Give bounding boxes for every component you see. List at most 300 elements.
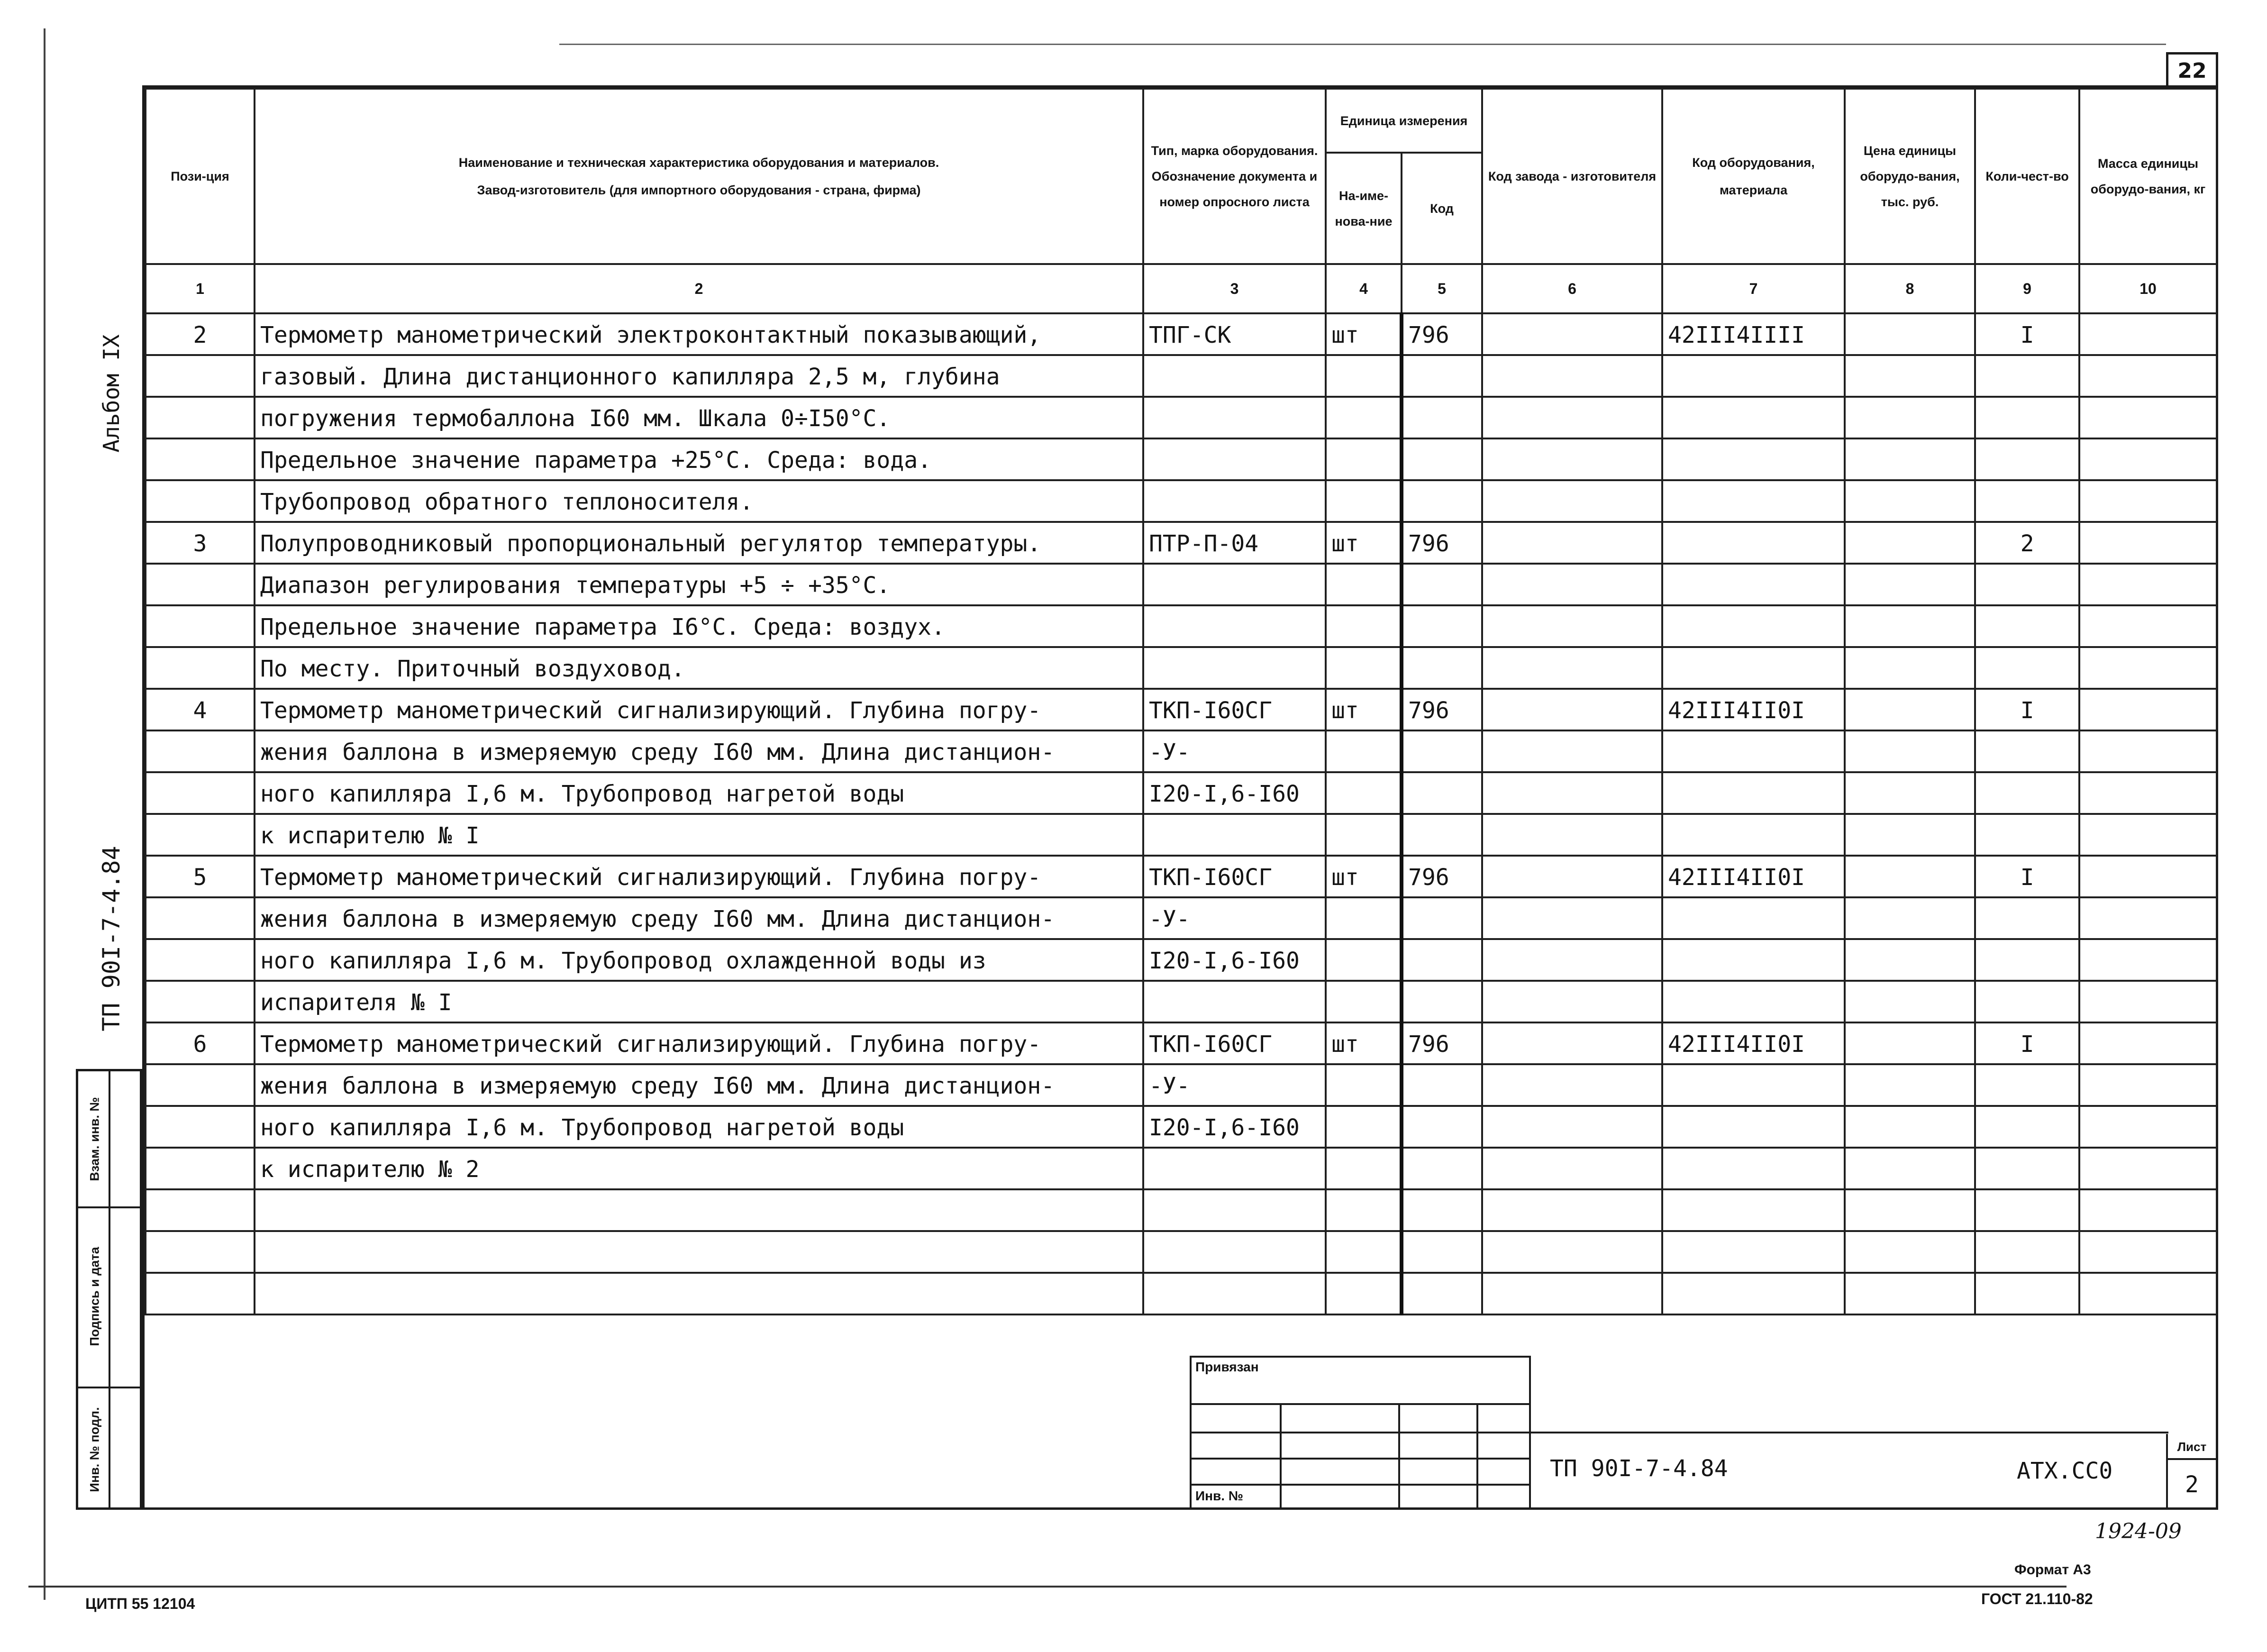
cell-mass <box>2079 1106 2217 1148</box>
cell-name: Полупроводниковый пропорциональный регулятор температуры. <box>255 522 1143 564</box>
header-price: Цена единицы оборудо-вания, тыс. руб. <box>1845 89 1975 264</box>
cell-name: испарителя № I <box>255 981 1143 1022</box>
cell-factory-code <box>1482 1148 1662 1189</box>
header-mass: Масса единицы оборудо-вания, кг <box>2079 89 2217 264</box>
cell-mass <box>2079 564 2217 605</box>
gost-label: ГОСТ 21.110-82 <box>1981 1590 2093 1607</box>
cell-unit-code <box>1402 1106 1482 1148</box>
cell-unit-name <box>1326 480 1402 522</box>
cell-type <box>1143 1148 1326 1189</box>
cell-quantity <box>1975 1148 2079 1189</box>
cell-equipment-code <box>1662 438 1845 480</box>
cell-factory-code <box>1482 355 1662 397</box>
cell-name: Трубопровод обратного теплоносителя. <box>255 480 1143 522</box>
cell-equipment-code: 42III4II0I <box>1662 1022 1845 1064</box>
cell-mass <box>2079 1273 2217 1314</box>
cell-position <box>146 480 255 522</box>
cell-mass <box>2079 1022 2217 1064</box>
cell-type: I20-I,6-I60 <box>1143 939 1326 981</box>
cell-equipment-code <box>1662 897 1845 939</box>
cell-mass <box>2079 689 2217 730</box>
cell-mass <box>2079 981 2217 1022</box>
cell-unit-code <box>1402 1064 1482 1106</box>
cell-unit-code <box>1402 605 1482 647</box>
cell-type: -У- <box>1143 897 1326 939</box>
sheet-label: Лист <box>2168 1434 2216 1460</box>
cell-position <box>146 397 255 438</box>
title-block-line <box>1398 1403 1400 1510</box>
cell-unit-code: 796 <box>1402 313 1482 355</box>
cell-type: ТКП-I60СГ <box>1143 1022 1326 1064</box>
cell-price <box>1845 438 1975 480</box>
page-number: 22 <box>2166 52 2218 88</box>
cell-quantity: I <box>1975 313 2079 355</box>
approval-stamp <box>76 1069 142 1510</box>
cell-name: погружения термобаллона I60 мм. Шкала 0÷I50°С. <box>255 397 1143 438</box>
cell-position: 4 <box>146 689 255 730</box>
cell-mass <box>2079 939 2217 981</box>
cell-mass <box>2079 1064 2217 1106</box>
cell-unit-name <box>1326 355 1402 397</box>
cell-name: ного капилляра I,6 м. Трубопровод нагретой воды <box>255 1106 1143 1148</box>
column-number: 2 <box>255 264 1143 313</box>
header-position: Пози-ция <box>146 89 255 264</box>
cell-equipment-code <box>1662 1064 1845 1106</box>
cell-price <box>1845 1022 1975 1064</box>
cell-quantity: I <box>1975 856 2079 897</box>
cell-quantity: I <box>1975 1022 2079 1064</box>
cell-mass <box>2079 355 2217 397</box>
cell-unit-name <box>1326 605 1402 647</box>
table-row <box>146 397 2217 438</box>
cell-price <box>1845 1106 1975 1148</box>
cell-price <box>1845 605 1975 647</box>
stamp-label-replacement: Взам. инв. № <box>87 1096 102 1181</box>
cell-unit-code <box>1402 814 1482 856</box>
cell-price <box>1845 1231 1975 1273</box>
table-row <box>146 564 2217 605</box>
cell-unit-code: 796 <box>1402 522 1482 564</box>
column-number: 8 <box>1845 264 1975 313</box>
column-number: 7 <box>1662 264 1845 313</box>
cell-unit-name: шт <box>1326 522 1402 564</box>
cell-unit-name <box>1326 814 1402 856</box>
cell-position: 6 <box>146 1022 255 1064</box>
table-row <box>146 1106 2217 1148</box>
cell-type: ТКП-I60СГ <box>1143 856 1326 897</box>
cell-unit-name <box>1326 1231 1402 1273</box>
cell-position: 5 <box>146 856 255 897</box>
table-row <box>146 1148 2217 1189</box>
cell-unit-name <box>1326 647 1402 689</box>
cell-price <box>1845 814 1975 856</box>
column-number: 4 <box>1326 264 1402 313</box>
header-quantity: Коли-чест-во <box>1975 89 2079 264</box>
cell-factory-code <box>1482 689 1662 730</box>
handwritten-number: 1924-09 <box>2095 1519 2182 1543</box>
sheet-edge-bottom <box>28 1586 2067 1588</box>
cell-position <box>146 772 255 814</box>
cell-factory-code <box>1482 522 1662 564</box>
cell-name: к испарителю № 2 <box>255 1148 1143 1189</box>
table-row <box>146 772 2217 814</box>
cell-price <box>1845 856 1975 897</box>
cell-mass <box>2079 814 2217 856</box>
cell-quantity <box>1975 1189 2079 1231</box>
cell-mass <box>2079 647 2217 689</box>
cell-price <box>1845 522 1975 564</box>
cell-mass <box>2079 772 2217 814</box>
cell-equipment-code <box>1662 939 1845 981</box>
table-row <box>146 730 2217 772</box>
sheet-edge-left <box>44 28 46 1600</box>
cell-factory-code <box>1482 730 1662 772</box>
table-row <box>146 522 2217 564</box>
column-number: 3 <box>1143 264 1326 313</box>
cell-quantity <box>1975 730 2079 772</box>
cell-equipment-code: 42III4II0I <box>1662 856 1845 897</box>
cell-position <box>146 981 255 1022</box>
sheet-edge-top <box>559 44 2166 45</box>
cell-position: 2 <box>146 313 255 355</box>
table-row <box>146 1273 2217 1314</box>
title-block-line <box>1531 1432 2168 1433</box>
cell-mass <box>2079 397 2217 438</box>
cell-price <box>1845 1064 1975 1106</box>
cell-mass <box>2079 897 2217 939</box>
table-row <box>146 897 2217 939</box>
table-row <box>146 1022 2217 1064</box>
cell-unit-name: шт <box>1326 689 1402 730</box>
cell-equipment-code <box>1662 730 1845 772</box>
cell-factory-code <box>1482 939 1662 981</box>
stamp-label-inventory: Инв. № подл. <box>87 1406 102 1492</box>
title-block-line <box>1280 1403 1282 1510</box>
cell-unit-name <box>1326 897 1402 939</box>
cell-mass <box>2079 480 2217 522</box>
cell-name: Предельное значение параметра +25°С. Среда: вода. <box>255 438 1143 480</box>
title-block-line <box>1190 1484 1531 1486</box>
cell-type: ТПГ-СК <box>1143 313 1326 355</box>
cell-unit-name: шт <box>1326 313 1402 355</box>
cell-quantity <box>1975 981 2079 1022</box>
cell-mass <box>2079 856 2217 897</box>
table-row <box>146 856 2217 897</box>
document-mark: АТХ.СС0 <box>2017 1458 2113 1484</box>
cell-equipment-code <box>1662 814 1845 856</box>
cell-quantity <box>1975 772 2079 814</box>
cell-unit-code: 796 <box>1402 689 1482 730</box>
cell-type: I20-I,6-I60 <box>1143 772 1326 814</box>
header-unit-name: На-име-нова-ние <box>1326 153 1402 264</box>
header-name <box>255 89 1143 264</box>
cell-type: ПТР-П-04 <box>1143 522 1326 564</box>
cell-unit-code <box>1402 772 1482 814</box>
cell-factory-code <box>1482 313 1662 355</box>
header-name-line2: Завод-изготовитель (для импортного оборудования - страна, фирма) <box>477 183 921 197</box>
cell-name <box>255 1231 1143 1273</box>
cell-mass <box>2079 1189 2217 1231</box>
cell-type <box>1143 480 1326 522</box>
cell-price <box>1845 397 1975 438</box>
cell-type <box>1143 564 1326 605</box>
cell-factory-code <box>1482 480 1662 522</box>
cell-unit-code <box>1402 981 1482 1022</box>
cell-unit-code <box>1402 438 1482 480</box>
cell-equipment-code <box>1662 564 1845 605</box>
table-row <box>146 981 2217 1022</box>
cell-unit-name <box>1326 772 1402 814</box>
cell-factory-code <box>1482 814 1662 856</box>
cell-unit-name <box>1326 1189 1402 1231</box>
format-label: Формат А3 <box>2014 1562 2091 1578</box>
document-code: ТП 90I-7-4.84 <box>1550 1455 1728 1482</box>
cell-type: ТКП-I60СГ <box>1143 689 1326 730</box>
title-block-line <box>1190 1458 1531 1460</box>
cell-factory-code <box>1482 1022 1662 1064</box>
cell-price <box>1845 1189 1975 1231</box>
linked-label: Привязан <box>1195 1360 1259 1374</box>
cell-quantity <box>1975 564 2079 605</box>
cell-name: жения баллона в измеряемую среду I60 мм. Длина дистанцион- <box>255 897 1143 939</box>
cell-type <box>1143 605 1326 647</box>
table-row <box>146 814 2217 856</box>
cell-equipment-code <box>1662 355 1845 397</box>
cell-type <box>1143 1231 1326 1273</box>
cell-equipment-code <box>1662 522 1845 564</box>
cell-position <box>146 1148 255 1189</box>
album-label: Альбом IX <box>99 334 124 453</box>
inventory-label: Инв. № <box>1195 1488 1244 1503</box>
title-block-line <box>1476 1403 1478 1510</box>
cell-type <box>1143 1273 1326 1314</box>
cell-unit-name <box>1326 730 1402 772</box>
cell-name: Термометр манометрический электроконтактный показывающий, <box>255 313 1143 355</box>
header-factory-code: Код завода - изготовителя <box>1482 89 1662 264</box>
cell-name: ного капилляра I,6 м. Трубопровод нагретой воды <box>255 772 1143 814</box>
cell-position <box>146 605 255 647</box>
cell-type: -У- <box>1143 1064 1326 1106</box>
cell-quantity <box>1975 647 2079 689</box>
cell-unit-code <box>1402 397 1482 438</box>
cell-unit-code <box>1402 1273 1482 1314</box>
cell-factory-code <box>1482 605 1662 647</box>
cell-unit-name <box>1326 1064 1402 1106</box>
cell-unit-name <box>1326 564 1402 605</box>
cell-name: Термометр манометрический сигнализирующий. Глубина погру- <box>255 1022 1143 1064</box>
cell-position <box>146 730 255 772</box>
cell-equipment-code <box>1662 480 1845 522</box>
table-row <box>146 355 2217 397</box>
table-row <box>146 313 2217 355</box>
cell-unit-code <box>1402 897 1482 939</box>
cell-unit-name <box>1326 438 1402 480</box>
cell-unit-code <box>1402 1148 1482 1189</box>
column-number-row <box>146 264 2217 313</box>
cell-type <box>1143 981 1326 1022</box>
cell-price <box>1845 480 1975 522</box>
cell-type: -У- <box>1143 730 1326 772</box>
cell-position <box>146 1106 255 1148</box>
cell-quantity <box>1975 1106 2079 1148</box>
cell-name: к испарителю № I <box>255 814 1143 856</box>
cell-factory-code <box>1482 397 1662 438</box>
cell-name: жения баллона в измеряемую среду I60 мм. Длина дистанцион- <box>255 1064 1143 1106</box>
cell-mass <box>2079 605 2217 647</box>
cell-position <box>146 939 255 981</box>
cell-unit-code <box>1402 1189 1482 1231</box>
cell-factory-code <box>1482 981 1662 1022</box>
cell-unit-code <box>1402 480 1482 522</box>
header-unit-code: Код <box>1402 153 1482 264</box>
cell-price <box>1845 313 1975 355</box>
cell-position <box>146 647 255 689</box>
specification-table <box>145 88 2218 1315</box>
cell-price <box>1845 564 1975 605</box>
cell-quantity <box>1975 480 2079 522</box>
cell-position: 3 <box>146 522 255 564</box>
header-equipment-code: Код оборудования, материала <box>1662 89 1845 264</box>
table-row <box>146 1189 2217 1231</box>
cell-equipment-code <box>1662 772 1845 814</box>
cell-name: ного капилляра I,6 м. Трубопровод охлажденной воды из <box>255 939 1143 981</box>
cell-unit-name <box>1326 1273 1402 1314</box>
cell-unit-name <box>1326 397 1402 438</box>
stamp-label-signature: Подпись и дата <box>87 1247 102 1346</box>
cell-price <box>1845 1273 1975 1314</box>
cell-quantity <box>1975 605 2079 647</box>
cell-unit-code <box>1402 355 1482 397</box>
cell-type <box>1143 438 1326 480</box>
cell-factory-code <box>1482 1189 1662 1231</box>
cell-factory-code <box>1482 1106 1662 1148</box>
table-row <box>146 605 2217 647</box>
cell-equipment-code <box>1662 605 1845 647</box>
column-number: 10 <box>2079 264 2217 313</box>
cell-quantity: I <box>1975 689 2079 730</box>
cell-unit-code <box>1402 564 1482 605</box>
cell-price <box>1845 730 1975 772</box>
cell-name: Термометр манометрический сигнализирующий. Глубина погру- <box>255 856 1143 897</box>
cell-name: Предельное значение параметра I6°С. Среда: воздух. <box>255 605 1143 647</box>
table-row <box>146 647 2217 689</box>
cell-unit-name <box>1326 1148 1402 1189</box>
cell-position <box>146 814 255 856</box>
cell-mass <box>2079 1148 2217 1189</box>
cell-equipment-code <box>1662 1189 1845 1231</box>
citp-label: ЦИТП 55 12104 <box>85 1595 195 1612</box>
cell-position <box>146 438 255 480</box>
cell-name <box>255 1189 1143 1231</box>
cell-mass <box>2079 438 2217 480</box>
cell-equipment-code <box>1662 647 1845 689</box>
cell-price <box>1845 647 1975 689</box>
cell-factory-code <box>1482 1273 1662 1314</box>
cell-position <box>146 1189 255 1231</box>
cell-position <box>146 1231 255 1273</box>
table-row <box>146 480 2217 522</box>
cell-mass <box>2079 313 2217 355</box>
column-number: 5 <box>1402 264 1482 313</box>
table-row <box>146 1064 2217 1106</box>
cell-type <box>1143 814 1326 856</box>
column-number: 9 <box>1975 264 2079 313</box>
cell-type: I20-I,6-I60 <box>1143 1106 1326 1148</box>
cell-equipment-code <box>1662 1106 1845 1148</box>
cell-name: По месту. Приточный воздуховод. <box>255 647 1143 689</box>
title-block-line <box>1190 1403 1531 1405</box>
cell-factory-code <box>1482 438 1662 480</box>
cell-type <box>1143 397 1326 438</box>
title-block-line <box>1190 1432 1531 1433</box>
cell-unit-name: шт <box>1326 1022 1402 1064</box>
cell-position <box>146 1064 255 1106</box>
cell-factory-code <box>1482 564 1662 605</box>
cell-price <box>1845 897 1975 939</box>
cell-quantity <box>1975 355 2079 397</box>
cell-unit-code <box>1402 1231 1482 1273</box>
cell-unit-name <box>1326 939 1402 981</box>
cell-price <box>1845 355 1975 397</box>
cell-unit-code <box>1402 647 1482 689</box>
cell-equipment-code <box>1662 1148 1845 1189</box>
cell-name: жения баллона в измеряемую среду I60 мм. Длина дистанцион- <box>255 730 1143 772</box>
table-row <box>146 438 2217 480</box>
cell-price <box>1845 981 1975 1022</box>
cell-factory-code <box>1482 1231 1662 1273</box>
header-unit-group: Единица измерения <box>1326 89 1482 153</box>
cell-quantity <box>1975 939 2079 981</box>
cell-position <box>146 355 255 397</box>
cell-position <box>146 1273 255 1314</box>
column-number: 1 <box>146 264 255 313</box>
cell-factory-code <box>1482 856 1662 897</box>
cell-unit-code: 796 <box>1402 856 1482 897</box>
cell-quantity <box>1975 1231 2079 1273</box>
cell-price <box>1845 772 1975 814</box>
cell-unit-name <box>1326 1106 1402 1148</box>
cell-equipment-code <box>1662 1231 1845 1273</box>
cell-unit-name <box>1326 981 1402 1022</box>
cell-price <box>1845 1148 1975 1189</box>
cell-quantity: 2 <box>1975 522 2079 564</box>
header-type: Тип, марка оборудования. Обозначение документа и номер опросного листа <box>1143 89 1326 264</box>
cell-equipment-code <box>1662 981 1845 1022</box>
cell-mass <box>2079 730 2217 772</box>
column-number: 6 <box>1482 264 1662 313</box>
cell-price <box>1845 939 1975 981</box>
cell-quantity <box>1975 397 2079 438</box>
cell-unit-code: 796 <box>1402 1022 1482 1064</box>
cell-name: Термометр манометрический сигнализирующий. Глубина погру- <box>255 689 1143 730</box>
cell-position <box>146 564 255 605</box>
cell-unit-name: шт <box>1326 856 1402 897</box>
cell-unit-code <box>1402 939 1482 981</box>
cell-mass <box>2079 1231 2217 1273</box>
cell-type <box>1143 1189 1326 1231</box>
cell-quantity <box>1975 1273 2079 1314</box>
cell-name <box>255 1273 1143 1314</box>
project-code-vertical: ТП 90I-7-4.84 <box>98 846 125 1031</box>
cell-price <box>1845 689 1975 730</box>
cell-position <box>146 897 255 939</box>
cell-type <box>1143 647 1326 689</box>
cell-equipment-code: 42III4II0I <box>1662 689 1845 730</box>
cell-factory-code <box>1482 772 1662 814</box>
cell-quantity <box>1975 438 2079 480</box>
header-name-line1: Наименование и техническая характеристика оборудования и материалов. <box>458 155 939 170</box>
cell-name: Диапазон регулирования температуры +5 ÷ +35°С. <box>255 564 1143 605</box>
